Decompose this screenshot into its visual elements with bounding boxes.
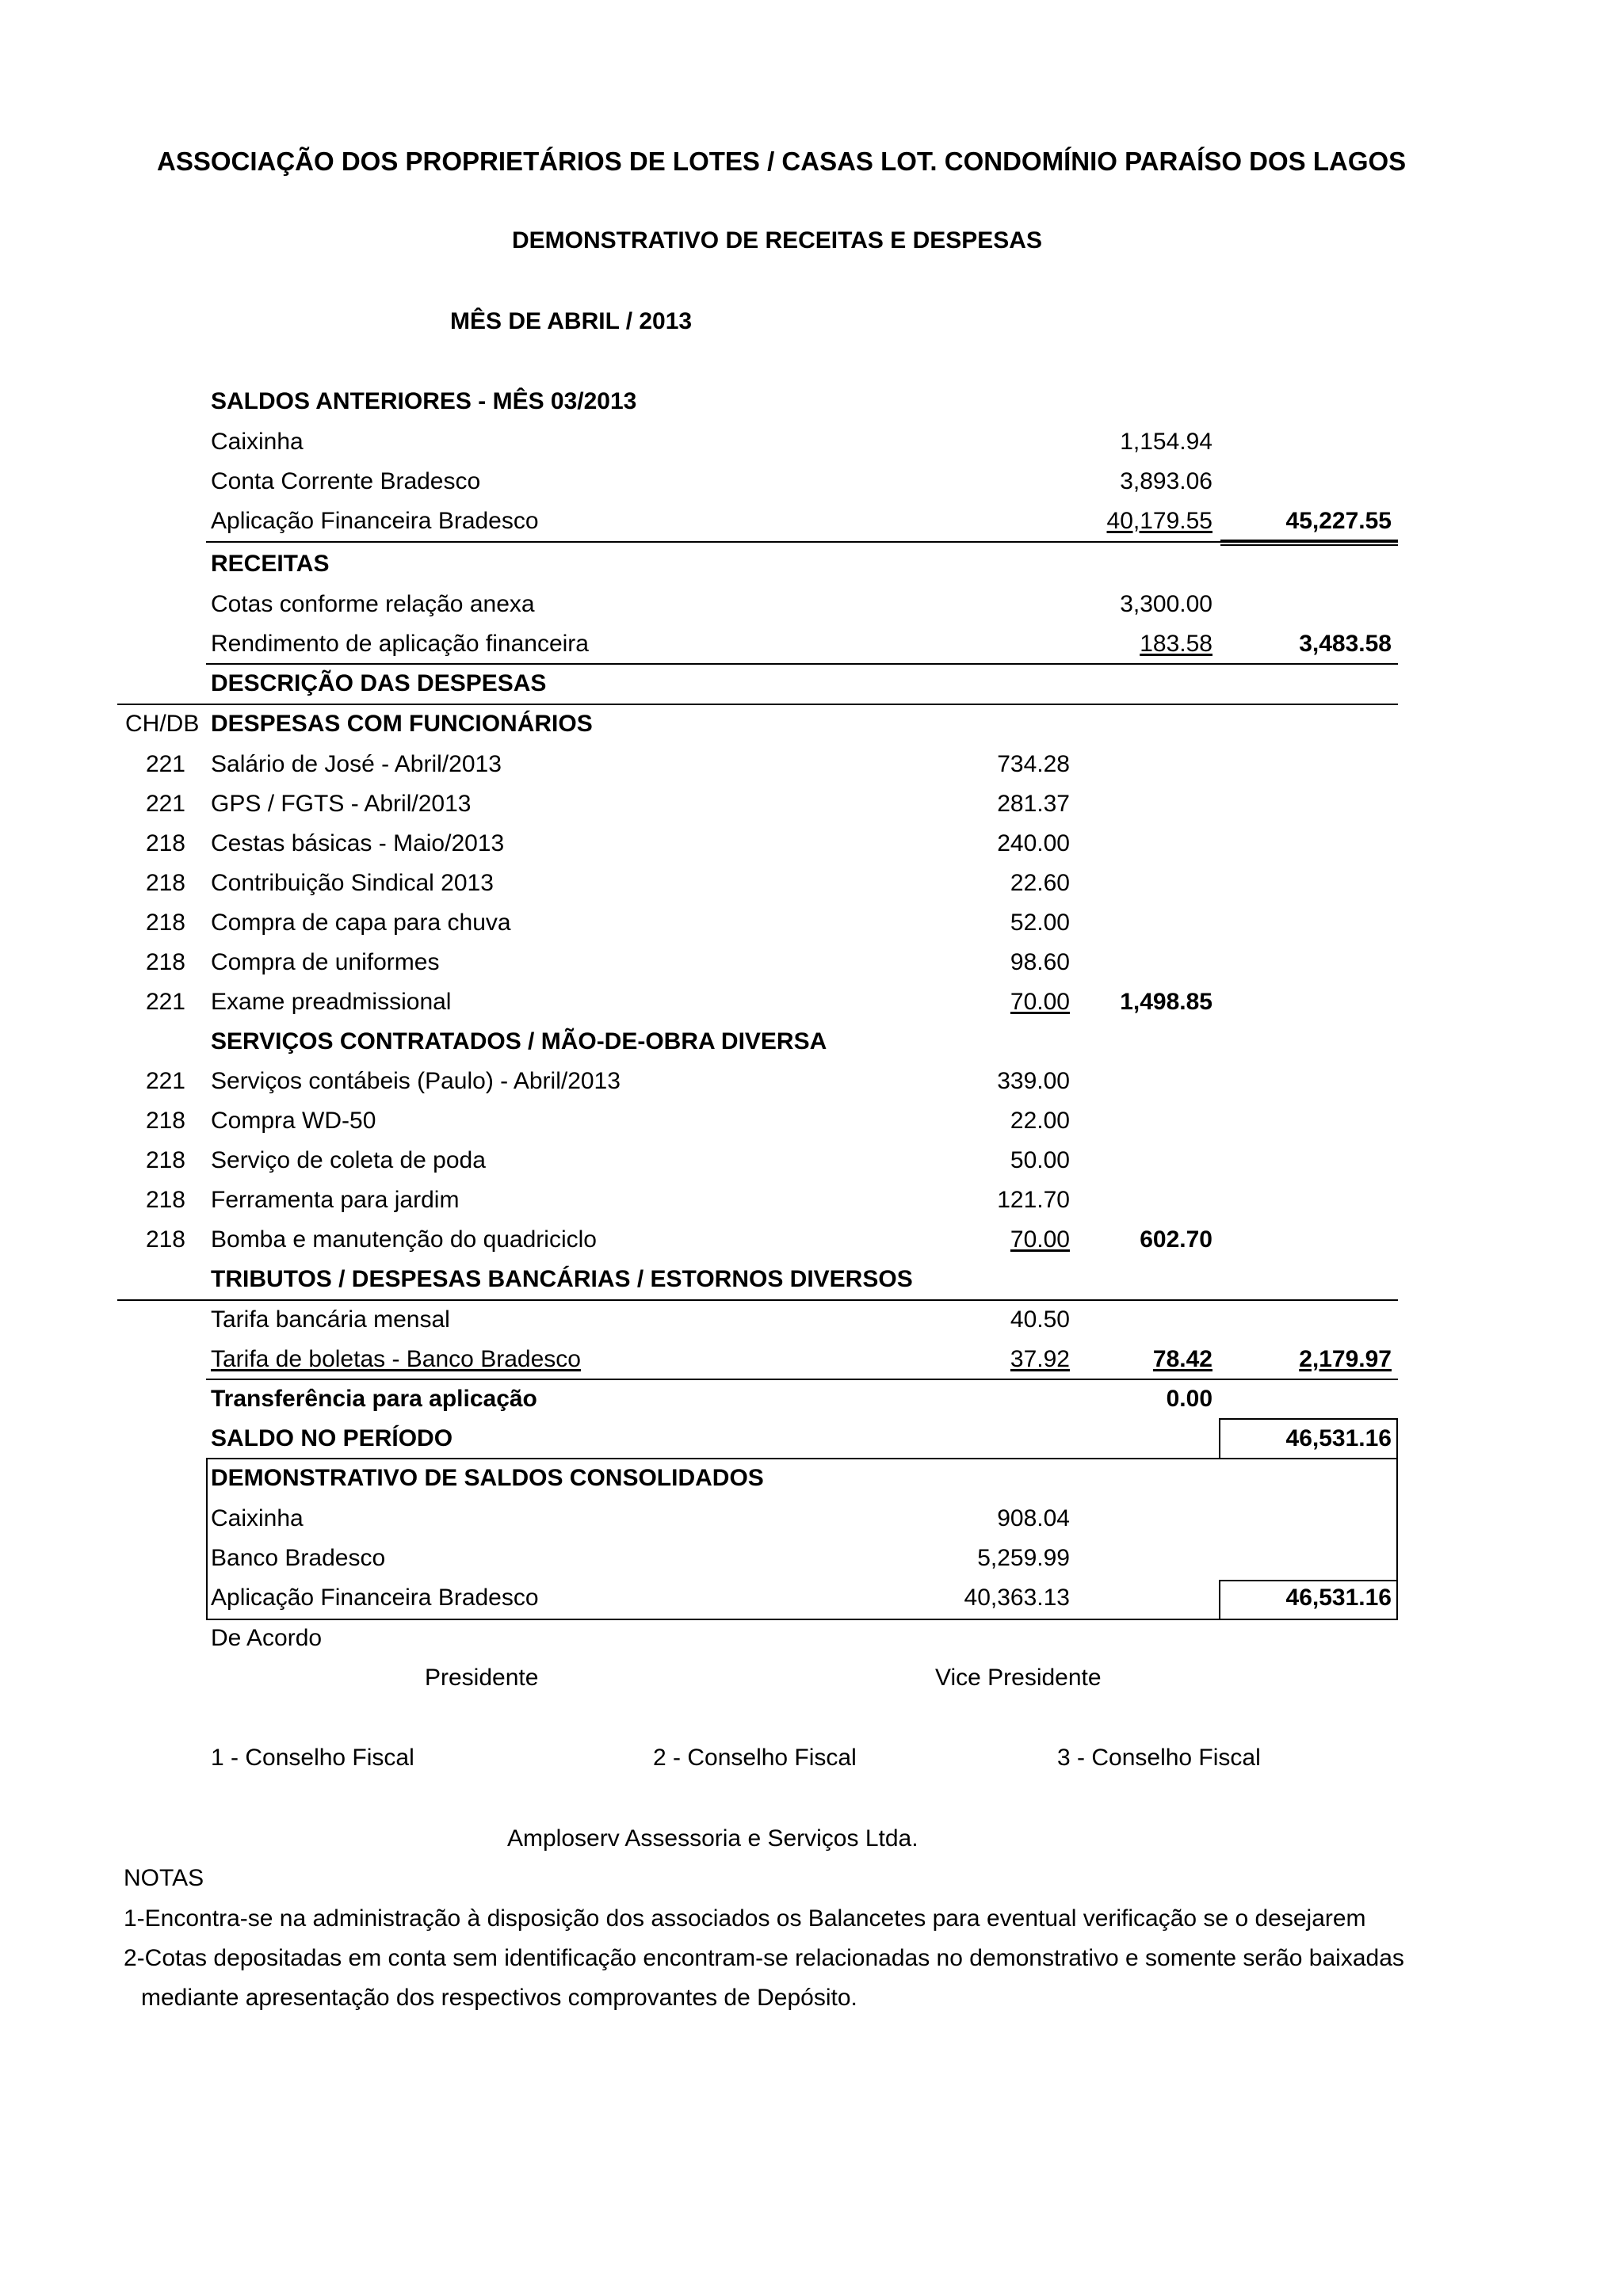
receita-label: Rendimento de aplicação financeira <box>211 631 589 657</box>
saldo-label: Aplicação Financeira Bradesco <box>211 508 539 534</box>
receitas-total: 3,483.58 <box>1299 631 1392 657</box>
vice-presidente-signature: Vice Presidente <box>935 1665 1102 1691</box>
presidente-signature: Presidente <box>425 1665 539 1691</box>
consolidado-label: Aplicação Financeira Bradesco <box>211 1585 539 1611</box>
transferencia-value: 0.00 <box>1166 1386 1212 1412</box>
expense-value: 52.00 <box>1010 910 1070 936</box>
tributos-subtotal: 78.42 <box>1152 1346 1212 1372</box>
expense-value: 70.00 <box>1010 1226 1070 1253</box>
saldo-value: 40,179.55 <box>1106 508 1212 534</box>
expense-label: Serviço de coleta de poda <box>211 1147 486 1173</box>
consolidado-value: 5,259.99 <box>977 1545 1070 1571</box>
saldo-box-top <box>1219 1418 1398 1420</box>
consolidado-label: Caixinha <box>211 1505 304 1531</box>
section-divider <box>117 1299 1398 1301</box>
section-divider <box>206 1458 1398 1459</box>
ch-code: 218 <box>145 1108 185 1134</box>
document-title: ASSOCIAÇÃO DOS PROPRIETÁRIOS DE LOTES / CASAS LOT. CONDOMÍNIO PARAÍSO DOS LAGOS <box>157 147 1407 176</box>
expense-value: 98.60 <box>1010 949 1070 975</box>
document-subtitle: DEMONSTRATIVO DE RECEITAS E DESPESAS <box>512 227 1042 254</box>
expense-label: Contribuição Sindical 2013 <box>211 870 494 896</box>
expense-label: Bomba e manutenção do quadriciclo <box>211 1226 597 1253</box>
consolidados-box-left <box>206 1458 208 1619</box>
expense-value: 339.00 <box>997 1068 1070 1094</box>
notas-heading: NOTAS <box>124 1865 204 1891</box>
saldo-label: Caixinha <box>211 429 304 455</box>
expense-label: Tarifa de boletas - Banco Bradesco <box>211 1346 581 1372</box>
saldo-periodo-value: 46,531.16 <box>1285 1425 1392 1451</box>
receitas-heading: RECEITAS <box>211 551 330 577</box>
conselho-fiscal-1-signature: 1 - Conselho Fiscal <box>211 1745 414 1771</box>
servicos-subtotal: 602.70 <box>1140 1226 1212 1253</box>
ch-code: 221 <box>145 751 185 777</box>
expense-label: Compra de uniformes <box>211 949 440 975</box>
servicos-heading: SERVIÇOS CONTRATADOS / MÃO-DE-OBRA DIVERSA <box>211 1028 827 1055</box>
expense-value: 22.60 <box>1010 870 1070 896</box>
document-period: MÊS DE ABRIL / 2013 <box>450 308 693 334</box>
de-acordo-text: De Acordo <box>211 1625 323 1651</box>
ch-code: 221 <box>145 1068 185 1094</box>
expense-value: 281.37 <box>997 791 1070 817</box>
expense-value: 240.00 <box>997 830 1070 856</box>
ch-code: 218 <box>145 1226 185 1253</box>
ch-code: 218 <box>145 870 185 896</box>
expense-value: 734.28 <box>997 751 1070 777</box>
consolidados-box-right <box>1396 1458 1398 1619</box>
conselho-fiscal-3-signature: 3 - Conselho Fiscal <box>1057 1745 1261 1771</box>
expense-label: Exame preadmissional <box>211 989 452 1015</box>
funcionarios-heading: DESPESAS COM FUNCIONÁRIOS <box>211 711 593 737</box>
funcionarios-subtotal: 1,498.85 <box>1120 989 1212 1015</box>
receita-value: 183.58 <box>1140 631 1212 657</box>
despesas-total: 2,179.97 <box>1299 1346 1392 1372</box>
receita-label: Cotas conforme relação anexa <box>211 591 535 617</box>
consolidado-value: 40,363.13 <box>964 1585 1070 1611</box>
ch-code: 218 <box>145 1147 185 1173</box>
expense-label: Serviços contábeis (Paulo) - Abril/2013 <box>211 1068 621 1094</box>
section-divider <box>117 704 1398 705</box>
ch-code: 218 <box>145 830 185 856</box>
expense-value: 37.92 <box>1010 1346 1070 1372</box>
tributos-heading: TRIBUTOS / DESPESAS BANCÁRIAS / ESTORNOS DIVERSOS <box>211 1266 913 1292</box>
expense-value: 50.00 <box>1010 1147 1070 1173</box>
consolidado-value: 908.04 <box>997 1505 1070 1531</box>
receita-value: 3,300.00 <box>1120 591 1212 617</box>
consolidados-heading: DEMONSTRATIVO DE SALDOS CONSOLIDADOS <box>211 1465 764 1491</box>
ch-code: 221 <box>145 989 185 1015</box>
consolidado-total-box-left <box>1219 1580 1220 1619</box>
despesas-heading: DESCRIÇÃO DAS DESPESAS <box>211 670 547 696</box>
ch-code: 221 <box>145 791 185 817</box>
expense-value: 121.70 <box>997 1187 1070 1213</box>
section-divider <box>206 1379 1398 1380</box>
consolidados-total: 46,531.16 <box>1285 1585 1392 1611</box>
saldo-box-right <box>1396 1418 1398 1459</box>
expense-label: Cestas básicas - Maio/2013 <box>211 830 505 856</box>
saldo-box-left <box>1219 1418 1220 1458</box>
expense-value: 40.50 <box>1010 1306 1070 1333</box>
consolidado-label: Banco Bradesco <box>211 1545 386 1571</box>
conselho-fiscal-2-signature: 2 - Conselho Fiscal <box>653 1745 857 1771</box>
expense-label: Salário de José - Abril/2013 <box>211 751 502 777</box>
nota-2-continuation: mediante apresentação dos respectivos comprovantes de Depósito. <box>141 1985 857 2011</box>
saldo-label: Conta Corrente Bradesco <box>211 468 481 494</box>
expense-label: GPS / FGTS - Abril/2013 <box>211 791 472 817</box>
section-divider <box>206 541 1398 543</box>
company-name: Amploserv Assessoria e Serviços Ltda. <box>507 1825 918 1852</box>
saldo-periodo-label: SALDO NO PERÍODO <box>211 1425 453 1451</box>
expense-label: Compra de capa para chuva <box>211 910 511 936</box>
ch-code: 218 <box>145 949 185 975</box>
expense-value: 70.00 <box>1010 989 1070 1015</box>
consolidado-total-box-top <box>1219 1580 1398 1581</box>
ch-db-column-label: CH/DB <box>125 711 200 737</box>
expense-label: Compra WD-50 <box>211 1108 376 1134</box>
expense-value: 22.00 <box>1010 1108 1070 1134</box>
expense-label: Tarifa bancária mensal <box>211 1306 450 1333</box>
saldos-anteriores-total: 45,227.55 <box>1285 508 1392 534</box>
saldo-value: 1,154.94 <box>1120 429 1212 455</box>
ch-code: 218 <box>145 1187 185 1213</box>
expense-label: Ferramenta para jardim <box>211 1187 460 1213</box>
transferencia-label: Transferência para aplicação <box>211 1386 537 1412</box>
section-divider <box>206 663 1398 665</box>
nota-2: 2-Cotas depositadas em conta sem identificação encontram-se relacionadas no demonstrativo e somente serão baixadas <box>124 1945 1404 1971</box>
nota-1: 1-Encontra-se na administração à disposição dos associados os Balancetes para eventual verificação se o desejarem <box>124 1905 1366 1932</box>
ch-code: 218 <box>145 910 185 936</box>
saldos-anteriores-heading: SALDOS ANTERIORES - MÊS 03/2013 <box>211 388 637 414</box>
saldo-value: 3,893.06 <box>1120 468 1212 494</box>
